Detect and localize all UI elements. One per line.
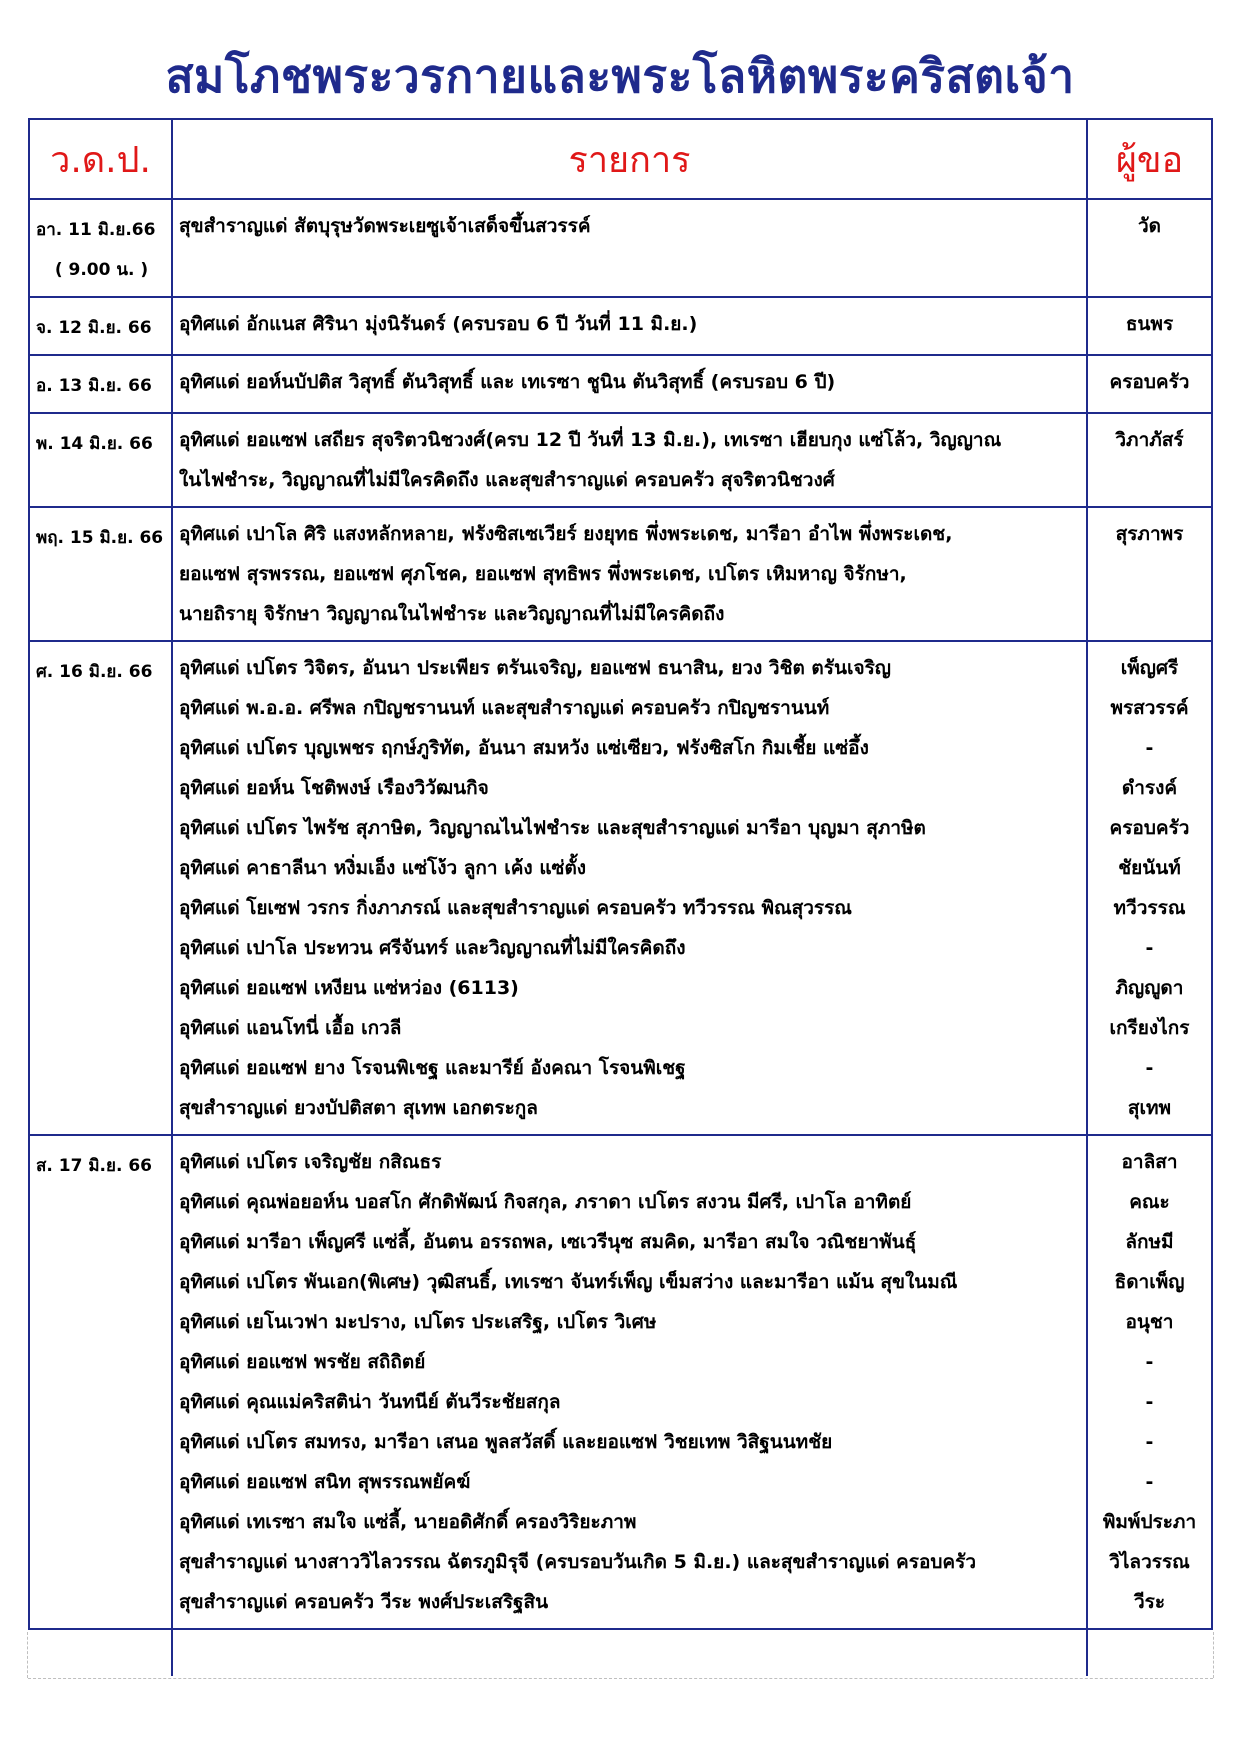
intention-item: สุขสำราญแด่ ยวงบัปติสตา สุเทพ เอกตระกูล [179,1097,538,1119]
requester-name: - [1145,937,1154,959]
intention-item: อุทิศแด่ ยอแซฟ พรชัย สถิถิตย์ [179,1351,426,1373]
table-body [29,199,1212,1676]
requester-cell [1087,199,1212,297]
requester-name: - [1145,1351,1154,1373]
date-text: อ. 13 มิ.ย. 66 [36,376,152,396]
requester-name: อนุชา [1125,1311,1174,1333]
table-row [29,355,1212,413]
table-row [29,1135,1212,1629]
intention-item: อุทิศแด่ อักแนส ศิรินา มุ่งนิรันดร์ (ครบรอบ 6 ปี วันที่ 11 มิ.ย.) [179,313,698,335]
header-date: ว.ด.ป. [29,119,172,199]
requester-name: - [1145,1471,1154,1493]
date-text: ส. 17 มิ.ย. 66 [36,1156,152,1176]
intention-item: อุทิศแด่ ยอแซฟ สนิท สุพรรณพยัคฆ์ [179,1471,471,1493]
intention-item: อุทิศแด่ เปโตร เจริญชัย กสิณธร [179,1151,442,1173]
intention-item: อุทิศแด่ เยโนเวฟา มะปราง, เปโตร ประเสริฐ, เปโตร วิเศษ [179,1311,657,1333]
empty-row [29,1629,1212,1676]
page-border-dashed [28,1678,1213,1679]
requester-name: วิไลวรรณ [1109,1551,1190,1573]
table-header-row [29,119,1212,199]
requester-name: พิมพ์ประภา [1102,1511,1197,1533]
intention-item: อุทิศแด่ เปโตร วิจิตร, อันนา ประเพียร ตรันเจริญ, ยอแซฟ ธนาสิน, ยวง วิชิต ตรันเจริญ [179,657,891,679]
date-text: พ. 14 มิ.ย. 66 [36,434,153,454]
date-text: จ. 12 มิ.ย. 66 [36,318,152,338]
intention-item: อุทิศแด่ พ.อ.อ. ศรีพล กปิญชรานนท์ และสุขสำราญแด่ ครอบครัว กปิญชรานนท์ [179,697,830,719]
items-cell [172,1135,1087,1629]
requester-name: อาลิสา [1121,1151,1178,1173]
requester-name: ธิดาเพ็ญ [1114,1271,1185,1293]
intention-item: อุทิศแด่ ยอแซฟ เหงียน แซ่หว่อง (6113) [179,977,519,999]
intention-item: สุขสำราญแด่ สัตบุรุษวัดพระเยซูเจ้าเสด็จขึ้นสวรรค์ [179,215,591,237]
requester-name: สุรภาพร [1115,523,1184,545]
intention-item: ยอแซฟ สุรพรรณ, ยอแซฟ ศุภโชค, ยอแซฟ สุทธิพร พึ่งพระเดช, เปโตร เหิมหาญ จิรักษา, [179,563,907,585]
requester-name: คณะ [1129,1191,1170,1213]
header-requester: ผู้ขอ [1087,119,1212,199]
page-title: สมโภชพระวรกายและพระโลหิตพระคริสตเจ้า [165,49,1075,103]
date-text: ศ. 16 มิ.ย. 66 [36,662,153,682]
table-row [29,413,1212,507]
requester-name: เกรียงไกร [1109,1017,1190,1039]
requester-name: ชัยนันท์ [1118,857,1181,879]
empty-cell [29,1629,172,1676]
intention-item: อุทิศแด่ เทเรซา สมใจ แซ่ลี้, นายอดิศักดิ์ ครองวิริยะภาพ [179,1511,637,1533]
empty-cell [172,1629,1087,1676]
table-row [29,297,1212,355]
intention-item: อุทิศแด่ เปโตร ไพรัช สุภาษิต, วิญญาณไนไฟชำระ และสุขสำราญแด่ มารีอา บุญมา สุภาษิต [179,817,926,839]
date-cell [29,355,172,413]
intention-item: อุทิศแด่ ยอแซฟ เสถียร สุจริตวนิชวงศ์(ครบ 12 ปี วันที่ 13 มิ.ย.), เทเรซา เฮียบกุง แซ่โล้ว, วิญญาณ [179,429,1002,451]
intention-item: อุทิศแด่ มารีอา เพ็ญศรี แซ่ลี้, อันตน อรรถพล, เซเวรีนุซ สมคิด, มารีอา สมใจ วณิชยาพันธุ์ [179,1231,917,1253]
page-border-dashed-left [27,1632,28,1678]
requester-name: - [1145,1391,1154,1413]
intention-item: สุขสำราญแด่ ครอบครัว วีระ พงศ์ประเสริฐสิน [179,1591,549,1613]
date-cell [29,1135,172,1629]
intention-item: อุทิศแด่ เปโตร บุญเพชร ฤกษ์ภูริทัต, อันนา สมหวัง แซ่เซียว, ฟรังซิสโก กิมเชี้ย แซ่อึ้ง [179,737,869,759]
date-cell [29,199,172,297]
date-cell [29,641,172,1135]
intention-item: อุทิศแด่ แอนโทนี่ เอื้อ เกวลี [179,1017,402,1039]
intention-item: อุทิศแด่ ยอแซฟ ยาง โรจนพิเชฐ และมารีย์ อังคณา โรจนพิเชฐ [179,1057,686,1079]
intention-item: ในไฟชำระ, วิญญาณที่ไม่มีใครคิดถึง และสุขสำราญแด่ ครอบครัว สุจริตวนิชวงศ์ [179,469,835,491]
items-cell [172,297,1087,355]
intention-item: อุทิศแด่ คุณแม่คริสติน่า วันทนีย์ ตันวีระชัยสกุล [179,1391,561,1413]
requester-name: พรสวรรค์ [1110,697,1189,719]
table-row [29,507,1212,641]
items-cell [172,413,1087,507]
intentions-table [28,118,1213,1676]
requester-name: ธนพร [1125,313,1174,335]
intention-item: สุขสำราญแด่ นางสาววิไลวรรณ ฉัตรภูมิรุจี (ครบรอบวันเกิด 5 มิ.ย.) และสุขสำราญแด่ ครอบครัว [179,1551,977,1573]
requester-name: ครอบครัว [1109,371,1190,393]
requester-cell [1087,413,1212,507]
date-cell [29,413,172,507]
requester-name: วิภาภัสร์ [1115,429,1184,451]
date-cell [29,297,172,355]
intention-item: อุทิศแด่ เปาโล ประทวน ศรีจันทร์ และวิญญาณที่ไม่มีใครคิดถึง [179,937,686,959]
items-cell [172,199,1087,297]
table-row [29,641,1212,1135]
requester-name: ภิญญูดา [1115,977,1184,999]
requester-cell [1087,507,1212,641]
intention-item: อุทิศแด่ คุณพ่อยอห์น บอสโก ศักดิพัฒน์ กิจสกุล, ภราดา เปโตร สงวน มีศรี, เปาโล อาทิตย์ [179,1191,912,1213]
requester-name: วีระ [1133,1591,1166,1613]
intention-item: อุทิศแด่ เปโตร สมทรง, มารีอา เสนอ พูลสวัสดิ์ และยอแซฟ วิชยเทพ วิสิฐนนทชัย [179,1431,833,1453]
requester-name: ทวีวรรณ [1113,897,1186,919]
intention-item: อุทิศแด่ ยอห์นบัปติส วิสุทธิ์ ตันวิสุทธิ์ และ เทเรซา ชูนิน ตันวิสุทธิ์ (ครบรอบ 6 ปี) [179,371,836,393]
requester-name: - [1145,1431,1154,1453]
intention-item: อุทิศแด่ เปโตร พันเอก(พิเศษ) วุฒิสนธิ์, เทเรซา จันทร์เพ็ญ เข็มสว่าง และมารีอา แม้น สุขในมณี [179,1271,958,1293]
empty-cell [1087,1629,1212,1676]
items-cell [172,507,1087,641]
requester-name: ครอบครัว [1109,817,1190,839]
date-text: อา. 11 มิ.ย.66 [36,220,156,240]
requester-name: - [1145,737,1154,759]
intention-item: นายถิรายุ จิรักษา วิญญาณในไฟชำระ และวิญญาณที่ไม่มีใครคิดถึง [179,603,725,625]
requester-cell [1087,641,1212,1135]
requester-cell [1087,355,1212,413]
items-cell [172,355,1087,413]
page-border-dashed-right [1213,1632,1214,1678]
intention-item: อุทิศแด่ โยเซฟ วรกร กิ่งภาภรณ์ และสุขสำราญแด่ ครอบครัว ทวีวรรณ พิณสุวรรณ [179,897,852,919]
header-items: รายการ [172,119,1087,199]
date-text: พฤ. 15 มิ.ย. 66 [36,528,164,548]
requester-name: วัด [1137,215,1161,237]
requester-cell [1087,297,1212,355]
requester-name: ลักษมี [1125,1231,1174,1253]
requester-name: - [1145,1057,1154,1079]
requester-cell [1087,1135,1212,1629]
items-cell [172,641,1087,1135]
requester-name: เพ็ญศรี [1120,657,1179,679]
requester-name: สุเทพ [1127,1097,1172,1119]
date-cell [29,507,172,641]
intention-item: อุทิศแด่ คาธาลีนา หงิ่มเอ็ง แซ่โง้ว ลูกา เค้ง แซ่ตั้ง [179,857,587,879]
date-text: ( 9.00 น. ) [54,260,149,280]
intention-item: อุทิศแด่ ยอห์น โชติพงษ์ เรืองวิวัฒนกิจ [179,777,489,799]
requester-name: ดำรงค์ [1121,777,1178,799]
intention-item: อุทิศแด่ เปาโล ศิริ แสงหลักหลาย, ฟรังซิสเซเวียร์ ยงยุทธ พึ่งพระเดช, มารีอา อำไพ พึ่งพระเดช, [179,523,953,545]
table-row [29,199,1212,297]
